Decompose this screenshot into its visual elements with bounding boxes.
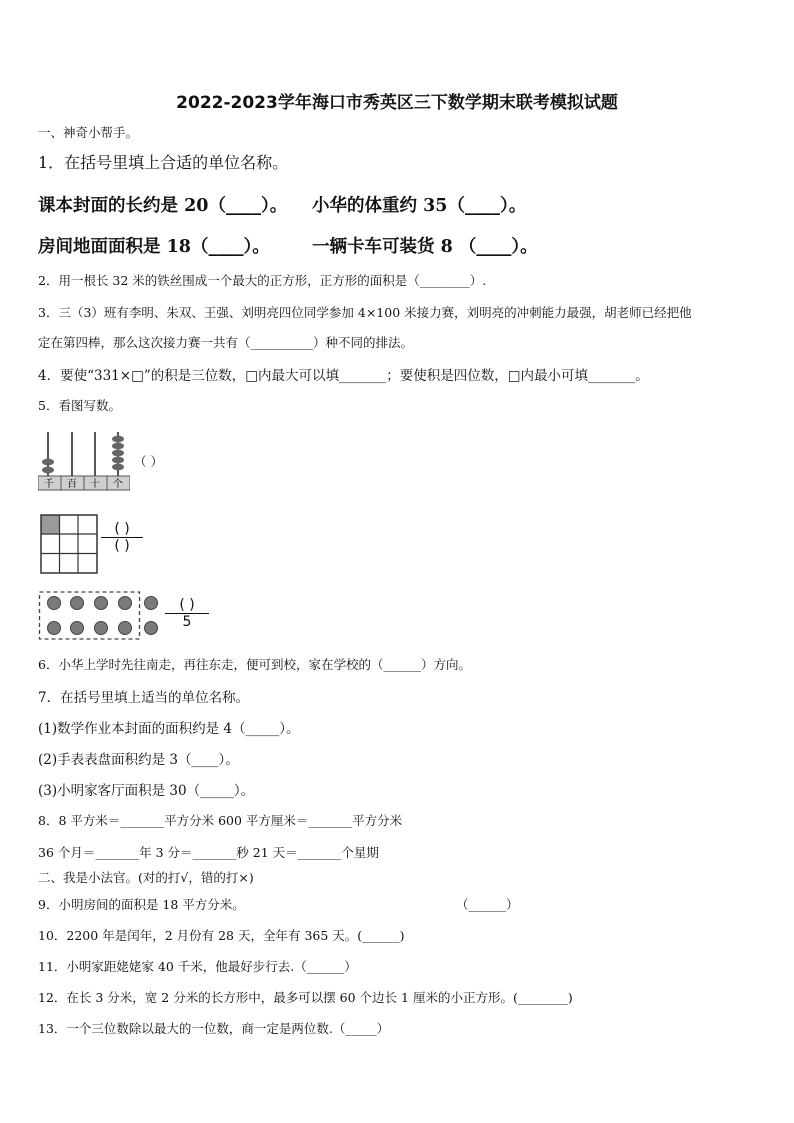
question-9: 9．小明房间的面积是 18 平方分米。 [38,897,245,912]
section-heading-2: 二、我是小法官。(对的打√，错的打×) [38,870,254,885]
question-3-line-1: 3．三（3）班有李明、朱双、王强、刘明亮四位同学参加 4×100 米接力赛，刘明亮的冲刺能力最强，胡老师已经把他 [38,305,692,320]
question-1-item-a: 课本封面的长约是 20（____）。 [38,196,288,216]
question-10: 10．2200 年是闰年，2 月份有 28 天，全年有 365 天。(______) [38,928,405,943]
abacus-label-hundreds: 百 [67,479,77,490]
question-1-heading: 1．在括号里填上合适的单位名称。 [38,153,289,172]
question-1-item-d: 一辆卡车可装货 8 （____）。 [312,237,538,257]
question-9-blank: （______） [456,897,519,912]
abacus-answer-blank: （ ） [134,454,163,469]
dots-figure [38,590,164,642]
abacus-label-ones: 个 [113,479,123,490]
question-2: 2．用一根长 32 米的铁丝围成一个最大的正方形，正方形的面积是（________）. [38,273,487,288]
dots-fraction [165,597,209,630]
question-7-item-2: (2)手表表盘面积约是 3（____）。 [38,752,239,768]
question-7-heading: 7．在括号里填上适当的单位名称。 [38,690,250,706]
grid-fraction-numerator: ( ) [114,521,130,537]
page-title: 2022-2023学年海口市秀英区三下数学期末联考模拟试题 [176,93,618,113]
grid-fraction [101,521,143,554]
question-7-item-1: (1)数学作业本封面的面积约是 4（_____）。 [38,721,300,737]
question-4: 4．要使“331×□”的积是三位数，□内最大可以填_______；要使积是四位数，□内最小可填_______。 [38,368,649,384]
abacus-label-thousands: 千 [44,479,54,490]
question-8-line-1: 8．8 平方米＝_______平方分米 600 平方厘米＝_______平方分米 [38,813,403,828]
question-13: 13．一个三位数除以最大的一位数，商一定是两位数.（_____） [38,1021,390,1036]
question-1-item-c: 房间地面面积是 18（____）。 [38,237,270,257]
section-heading-1: 一、神奇小帮手。 [38,125,139,140]
question-11: 11．小明家距姥姥家 40 千米，他最好步行去.（______） [38,959,357,974]
question-6: 6．小华上学时先往南走，再往东走，便可到校，家在学校的（______）方向。 [38,657,471,672]
grid-fraction-denominator: ( ) [114,538,130,554]
abacus-figure [38,430,130,492]
question-1-item-b: 小华的体重约 35（____）。 [312,196,527,216]
abacus-label-tens: 十 [90,479,100,490]
question-3-line-2: 定在第四棒，那么这次接力赛一共有（__________）种不同的排法。 [38,335,414,350]
question-7-item-3: (3)小明家客厅面积是 30（_____）。 [38,783,255,799]
question-12: 12．在长 3 分米，宽 2 分米的长方形中，最多可以摆 60 个边长 1 厘米的小正方形。(________) [38,990,573,1005]
dots-fraction-numerator: ( ) [179,597,195,613]
question-5-heading: 5．看图写数。 [38,398,121,413]
dots-fraction-denominator: 5 [182,614,192,630]
question-8-line-2: 36 个月＝_______年 3 分＝_______秒 21 天＝_______个星期 [38,845,379,860]
grid-figure [40,514,98,574]
